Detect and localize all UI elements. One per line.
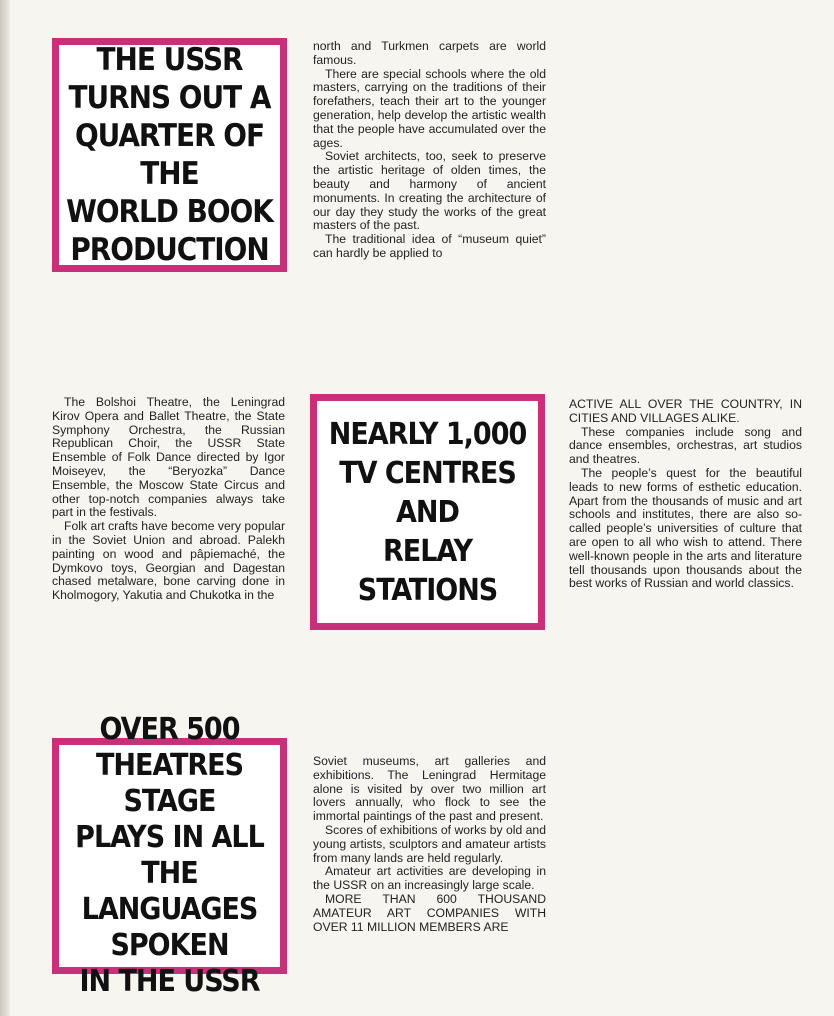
paragraph: north and Turkmen carpets are world famous. (313, 39, 546, 67)
paragraph: These companies include song and dance ensembles, orchestras, art studios and theatres. (569, 424, 802, 467)
headline-books: THE USSR TURNS OUT A QUARTER OF THE WORLD BOOK PRODUCTION (66, 42, 273, 268)
headline-theatres: OVER 500 THEATRES STAGE PLAYS IN ALL THE LANGUAGES SPOKEN IN THE USSR (75, 712, 264, 999)
paragraph: Amateur art activities are developing in the USSR on an increasingly large scale. (313, 864, 546, 893)
headline-box-theatres (52, 712, 287, 999)
headline-box-books (52, 38, 287, 272)
headline-box-tv (310, 394, 545, 630)
page-binding-edge (0, 0, 10, 1016)
text-column-middle-left (52, 396, 285, 603)
text-column-bottom-right (313, 755, 546, 934)
paragraph: Soviet architects, too, seek to preserve the artistic heritage of olden times, the beauty and harmony of ancient monuments. In creating the architecture of our day they study the works of the great masters of the past. (313, 149, 546, 233)
text-column-top-right (313, 40, 546, 261)
paragraph: Soviet museums, art galleries and exhibitions. The Leningrad Hermitage alone is visited by over two million art lovers annually, who flock to see the immortal paintings of the past and present. (313, 754, 546, 824)
paragraph: The people’s quest for the beautiful leads to new forms of esthetic education. Apart from the thousands of music and art schools and institutes, there are also so-called people’s universities of culture that are open to all who wish to attend. There well-known people in the arts and literature tell thousands upon thousands about the best works of Russian and world classics. (569, 465, 802, 591)
paragraph: The traditional idea of “museum quiet” can hardly be applied to (313, 232, 546, 260)
paragraph: Folk art crafts have become very popular in the Soviet Union and abroad. Palekh painting on wood and pâpiemaché, the Dymkovo toys, Georgian and Dagestan chased metalware, bone carving done in Kholmogory, Yakutia and Chukotka in the (52, 519, 285, 603)
paragraph: ACTIVE ALL OVER THE COUNTRY, IN CITIES AND VILLAGES ALIKE. (569, 397, 802, 425)
headline-tv: NEARLY 1,000 TV CENTRES AND RELAY STATIONS (328, 416, 527, 608)
paragraph: There are special schools where the old masters, carrying on the traditions of their forefathers, teach their art to the younger generation, help develop the artistic wealth that the people have accumulated over the ages. (313, 66, 546, 150)
paragraph: MORE THAN 600 THOUSAND AMATEUR ART COMPANIES WITH OVER 11 MILLION MEMBERS ARE (313, 891, 546, 934)
paragraph: The Bolshoi Theatre, the Leningrad Kirov Opera and Ballet Theatre, the State Symphony Orchestra, the Russian Republican Choir, the USSR State Ensemble of Folk Dance directed by Igor Moiseyev, the “Beryozka” Dance Ensemble, the Moscow State Circus and other top-notch companies always take part in the festivals. (52, 395, 285, 520)
text-column-middle-right (569, 398, 802, 591)
paragraph: Scores of exhibitions of works by old and young artists, sculptors and amateur artists from many lands are held regularly. (313, 822, 546, 865)
